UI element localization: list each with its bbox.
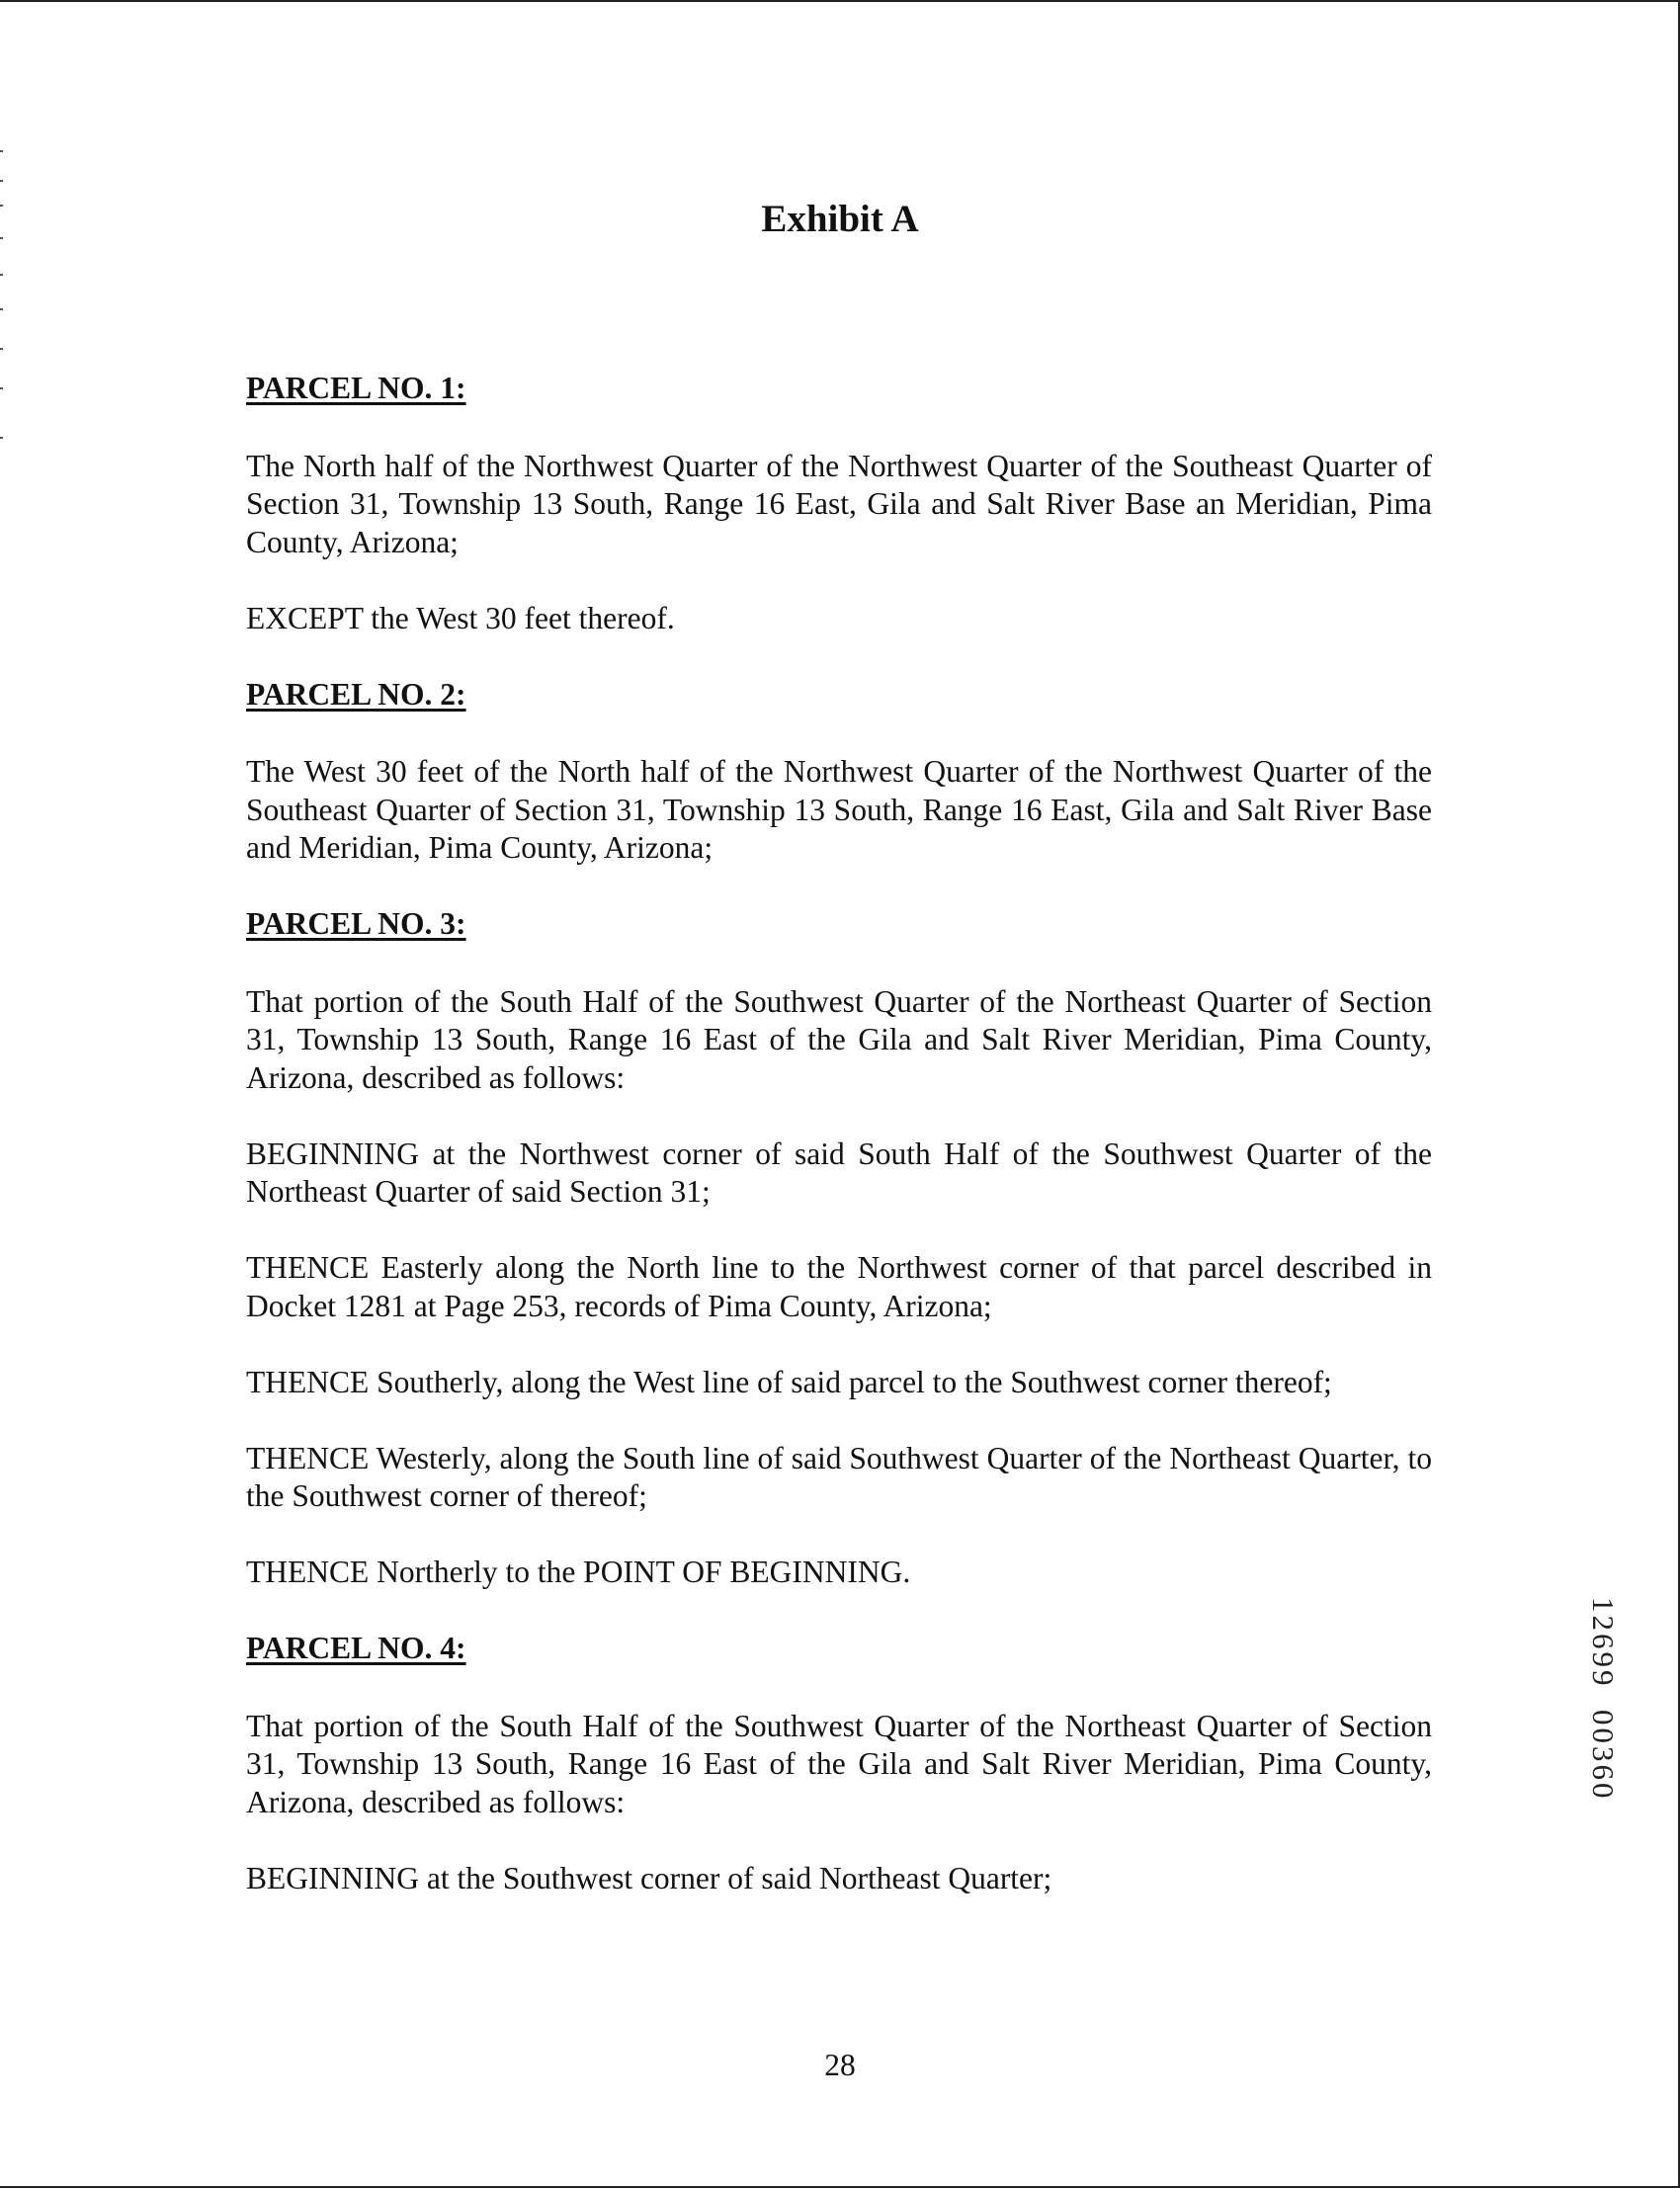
recording-stamp-number: 12699 00360 bbox=[1586, 1597, 1621, 1802]
scan-edge-marks bbox=[0, 150, 4, 447]
parcel-1-description: The North half of the Northwest Quarter of the Northwest Quarter of the Southeast Quarter of Section 31, Township 13 South, Range 16 East, Gila and Salt River Base an Meridian, Pima County, Arizona; bbox=[246, 448, 1432, 559]
parcel-1-heading: PARCEL NO. 1: bbox=[246, 371, 466, 405]
parcel-3-thence-northerly: THENCE Northerly to the POINT OF BEGINNING. bbox=[246, 1555, 911, 1589]
parcel-3-beginning: BEGINNING at the Northwest corner of said South Half of the Southwest Quarter of the Northeast Quarter of said Section 31; bbox=[246, 1136, 1432, 1209]
parcel-3-heading: PARCEL NO. 3: bbox=[246, 906, 466, 941]
parcel-1-exception: EXCEPT the West 30 feet thereof. bbox=[246, 600, 675, 635]
parcel-2-description: The West 30 feet of the North half of the Northwest Quarter of the Northwest Quarter of the Southeast Quarter of Section 31, Township 13 South, Range 16 East, Gila and Salt River Base and Meridian, Pima County, Arizona; bbox=[246, 754, 1432, 865]
page-number: 28 bbox=[824, 2048, 856, 2082]
parcel-4-heading: PARCEL NO. 4: bbox=[246, 1631, 466, 1665]
parcel-2-heading: PARCEL NO. 2: bbox=[246, 676, 466, 712]
parcel-3-thence-easterly: THENCE Easterly along the North line to the Northwest corner of that parcel described in Docket 1281 at Page 253, records of Pima County, Arizona; bbox=[246, 1250, 1432, 1323]
document-title: Exhibit A bbox=[761, 198, 919, 240]
parcel-4-beginning: BEGINNING at the Southwest corner of said Northeast Quarter; bbox=[246, 1860, 1052, 1895]
parcel-3-thence-westerly: THENCE Westerly, along the South line of said Southwest Quarter of the Northeast Quarter, to the Southwest corner of thereof; bbox=[246, 1440, 1432, 1513]
parcel-3-description: That portion of the South Half of the Southwest Quarter of the Northeast Quarter of Section 31, Township 13 South, Range 16 East of the Gila and Salt River Meridian, Pima County, Arizona, described as follows: bbox=[246, 983, 1432, 1095]
parcel-4-description: That portion of the South Half of the Southwest Quarter of the Northeast Quarter of Section 31, Township 13 South, Range 16 East of the Gila and Salt River Meridian, Pima County, Arizona, described as follows: bbox=[246, 1708, 1432, 1819]
document-body bbox=[246, 370, 1432, 1936]
parcel-3-thence-southerly: THENCE Southerly, along the West line of said parcel to the Southwest corner thereof; bbox=[246, 1364, 1332, 1399]
